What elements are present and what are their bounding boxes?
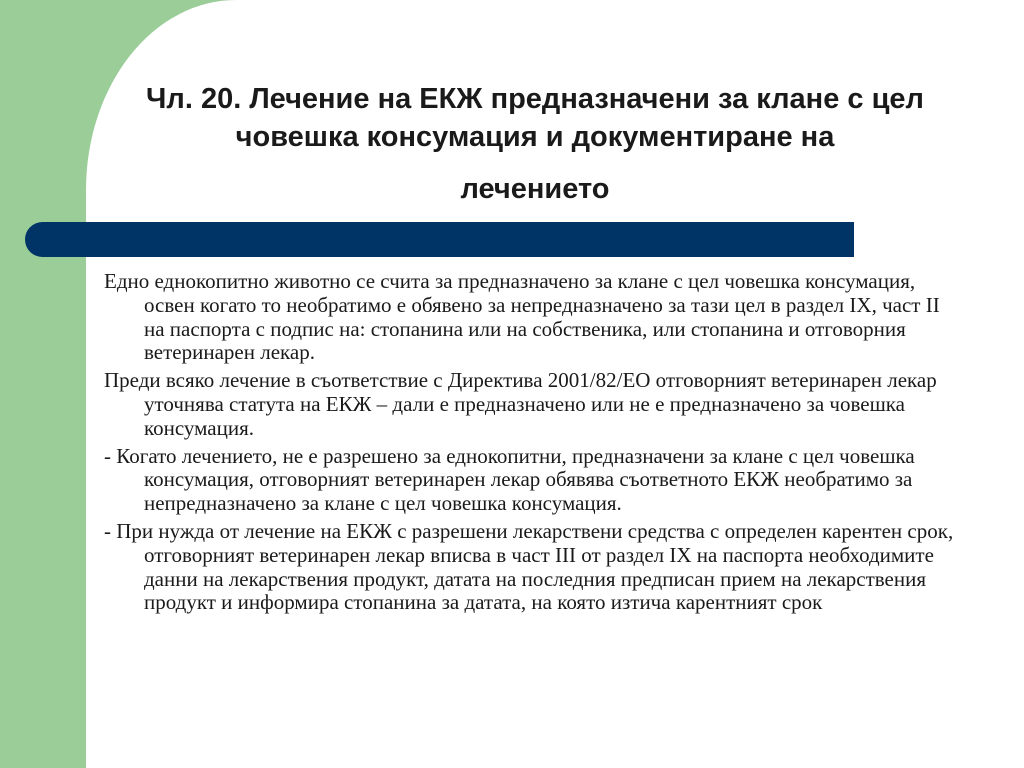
- body-paragraph-1: Едно еднокопитно животно се счита за предназначено за клане с цел човешка консумация, освен когато то необратимо е обявено за непредназначено за тази цел в раздел IX, част II на паспорта с подпис на: стопанина или на собственика, или стопанина и отговорния ветеринарен лекар.: [104, 269, 940, 365]
- body-paragraph-4: - При нужда от лечение на ЕКЖ с разрешени лекарствени средства с определен карентен срок, отговорният ветеринарен лекар вписва в част III от раздел IX на паспорта необходимите данни на лекарствения продукт, датата на последния предписан прием на лекарствения продукт и информира стопанина за датата, на която изтича карентният срок: [104, 518, 954, 615]
- slide-body: [104, 270, 964, 619]
- title-line-1: Чл. 20. Лечение на ЕКЖ предназначени за клане с цел човешка консумация и документиране на: [146, 83, 924, 153]
- title-divider-bar: [25, 222, 854, 257]
- slide-title: [100, 80, 970, 208]
- body-paragraph-2: Преди всяко лечение в съответствие с Директива 2001/82/ЕО отговорният ветеринарен лекар уточнява статута на ЕКЖ – дали е предназначено или не е предназначено за човешка консумация.: [104, 368, 937, 440]
- body-paragraph-3: - Когато лечението, не е разрешено за еднокопитни, предназначени за клане с цел човешка консумация, отговорният ветеринарен лекар обявява съответното ЕКЖ необратимо за непредназначено за клане с цел човешка консумация.: [104, 443, 915, 516]
- title-line-2: лечението: [460, 173, 610, 205]
